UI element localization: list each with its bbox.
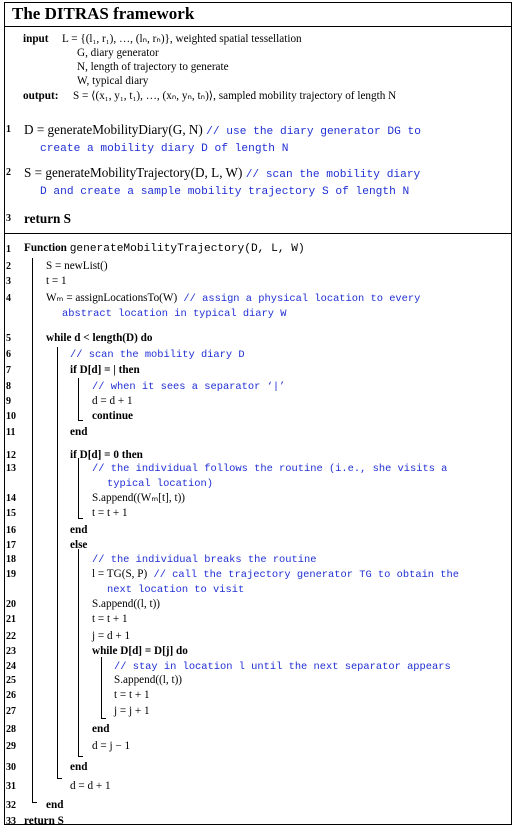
code-text: d = d + 1	[70, 780, 111, 792]
algorithm-title: The DITRAS framework	[12, 4, 195, 23]
code-line	[46, 260, 108, 273]
code-line	[46, 275, 67, 288]
input-label: input	[23, 33, 49, 45]
code-comment: // scan the mobility diary	[245, 169, 421, 181]
line-number: 5	[6, 333, 11, 344]
code-comment: // the individual follows the routine (i.e., she visits a	[92, 463, 448, 475]
code-text: end	[46, 799, 64, 811]
code-line	[92, 740, 130, 753]
code-line	[70, 780, 111, 793]
input-line: L = {(l₁, r₁), …, (lₙ, rₙ)}, weighted spatial tessellation	[62, 33, 302, 45]
code-line	[92, 380, 285, 394]
code-text: end	[70, 761, 88, 773]
code-line	[114, 660, 451, 674]
code-text: j = d + 1	[92, 630, 131, 642]
line-number: 2	[6, 261, 11, 272]
line-number: 1	[6, 244, 11, 255]
code-line	[70, 426, 87, 439]
code-comment: // call the trajectory generator TG to obtain the	[147, 569, 459, 581]
code-line	[40, 139, 288, 157]
line-number: 15	[6, 508, 16, 519]
line-number: 3	[6, 276, 11, 287]
block-bar-if-routine	[78, 458, 79, 518]
code-line	[92, 723, 109, 736]
block-bar-else	[78, 549, 79, 756]
code-text: if D[d] = | then	[70, 364, 140, 376]
line-number: 10	[6, 411, 16, 422]
code-text: t = t + 1	[114, 689, 150, 701]
code-text: end	[92, 723, 110, 735]
code-line	[46, 332, 152, 345]
block-bar-end	[78, 518, 83, 519]
line-number: 25	[6, 675, 16, 686]
function-keyword: Function	[24, 242, 67, 254]
line-number: 21	[6, 614, 16, 625]
line-number: 9	[6, 396, 11, 407]
line-number: 6	[6, 349, 11, 360]
line-number: 26	[6, 690, 16, 701]
code-text: S = newList()	[46, 260, 108, 272]
code-line	[70, 364, 140, 377]
code-line	[92, 507, 128, 520]
line-number: 24	[6, 661, 16, 672]
code-line	[70, 348, 245, 362]
code-text: end	[70, 524, 88, 536]
block-bar-end	[57, 778, 62, 779]
code-text: S = generateMobilityTrajectory(D, L, W)	[24, 165, 243, 180]
block-bar-end	[32, 802, 37, 803]
function-signature: generateMobilityTrajectory(D, L, W)	[69, 243, 305, 255]
line-number: 8	[6, 381, 11, 392]
line-number: 7	[6, 365, 11, 376]
line-number: 33	[6, 816, 16, 827]
line-number: 29	[6, 741, 16, 752]
line-number: 32	[6, 800, 16, 811]
code-line	[92, 630, 130, 643]
input-line: W, typical diary	[77, 75, 149, 87]
code-line	[46, 799, 63, 812]
line-number: 14	[6, 493, 16, 504]
input-line: N, length of trajectory to generate	[77, 61, 229, 73]
line-number: 4	[6, 293, 11, 304]
output-label: output:	[23, 90, 59, 102]
code-comment: typical location)	[107, 478, 214, 490]
code-line	[114, 705, 150, 718]
code-text: d = d + 1	[92, 395, 133, 407]
code-line	[107, 477, 213, 491]
line-number: 11	[6, 427, 16, 438]
code-text: d = j − 1	[92, 740, 131, 752]
code-comment: // assign a physical location to every	[177, 293, 421, 305]
code-text: S.append((l, t))	[92, 598, 161, 610]
code-line	[40, 182, 409, 200]
line-number: 16	[6, 525, 16, 536]
code-line	[24, 165, 420, 183]
code-text: S.append((Wₘ[t], t))	[92, 492, 186, 504]
code-text: continue	[92, 410, 134, 422]
line-number: 18	[6, 554, 16, 565]
code-comment: abstract location in typical diary W	[62, 308, 287, 320]
code-line	[70, 524, 87, 537]
line-number: 31	[6, 781, 16, 792]
code-line	[70, 761, 87, 774]
code-line	[24, 122, 421, 140]
line-number: 19	[6, 569, 16, 580]
code-line	[92, 645, 188, 658]
block-bar-end	[78, 756, 83, 757]
section-rule	[4, 233, 512, 234]
code-line	[92, 462, 447, 476]
block-bar-end	[101, 718, 106, 719]
code-text: t = t + 1	[92, 507, 128, 519]
line-number: 23	[6, 646, 16, 657]
code-line	[92, 598, 160, 611]
code-line	[92, 395, 133, 408]
code-text: while d < length(D) do	[46, 332, 153, 344]
block-bar-inner-while	[101, 657, 102, 718]
line-number: 20	[6, 599, 16, 610]
line-number: 17	[6, 540, 16, 551]
code-comment: // scan the mobility diary D	[70, 349, 245, 361]
code-comment: // when it sees a separator ‘|’	[92, 381, 286, 393]
code-text: end	[70, 426, 88, 438]
code-line	[70, 449, 143, 462]
code-text: S.append((l, t))	[114, 674, 183, 686]
line-number: 27	[6, 706, 16, 717]
code-line	[92, 568, 459, 582]
code-line	[92, 410, 133, 423]
code-text: t = 1	[46, 275, 67, 287]
line-number: 12	[6, 450, 16, 461]
code-line	[114, 674, 182, 687]
input-line: G, diary generator	[77, 47, 159, 59]
function-header	[24, 242, 305, 256]
code-comment: D and create a sample mobility trajectory S of length N	[40, 186, 410, 198]
line-number: 28	[6, 724, 16, 735]
code-text: Wₘ = assignLocationsTo(W)	[46, 292, 178, 304]
line-number: 3	[6, 213, 11, 224]
code-line	[62, 307, 286, 321]
line-number: 13	[6, 463, 16, 474]
code-line	[70, 539, 87, 552]
code-line	[92, 613, 128, 626]
code-line: return S	[24, 211, 72, 226]
line-number: 30	[6, 762, 16, 773]
code-text: t = t + 1	[92, 613, 128, 625]
line-number: 1	[6, 124, 11, 135]
block-bar-while	[57, 347, 58, 778]
code-text: j = j + 1	[114, 705, 150, 717]
title-rule	[4, 26, 512, 27]
line-number: 22	[6, 631, 16, 642]
code-text: D = generateMobilityDiary(G, N)	[24, 122, 203, 137]
block-bar-end	[78, 420, 83, 421]
block-bar-if-separator	[78, 378, 79, 420]
code-comment: create a mobility diary D of length N	[40, 143, 289, 155]
code-line	[92, 553, 316, 567]
code-comment: // use the diary generator DG to	[206, 126, 421, 138]
code-text: l = TG(S, P)	[92, 568, 148, 580]
code-line	[46, 292, 420, 306]
code-text: return S	[24, 815, 64, 827]
code-text: else	[70, 539, 88, 551]
code-line	[107, 583, 244, 597]
code-comment: next location to visit	[107, 584, 245, 596]
code-comment: // stay in location l until the next separator appears	[114, 661, 451, 673]
code-text: while D[d] = D[j] do	[92, 645, 188, 657]
code-line	[92, 492, 185, 505]
code-line	[24, 815, 64, 828]
code-text: if D[d] = 0 then	[70, 449, 143, 461]
output-line: S = ⟨(x₁, y₁, t₁), …, (xₙ, yₙ, tₙ)⟩, sampled mobility trajectory of length N	[73, 90, 397, 102]
code-line	[114, 689, 150, 702]
code-comment: // the individual breaks the routine	[92, 554, 317, 566]
line-number: 2	[6, 167, 11, 178]
block-bar-function	[32, 258, 33, 802]
